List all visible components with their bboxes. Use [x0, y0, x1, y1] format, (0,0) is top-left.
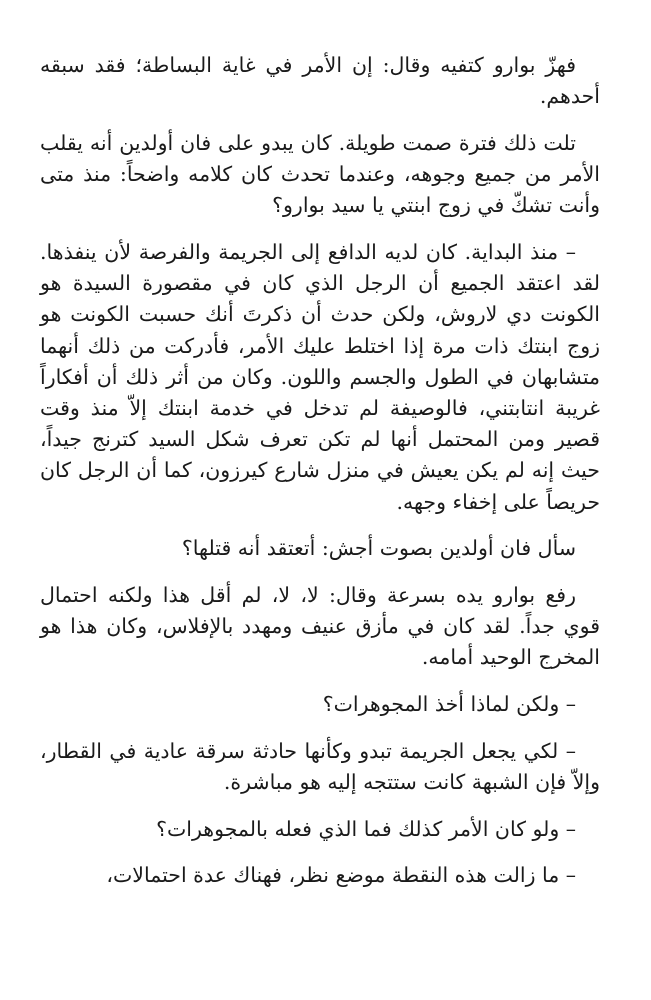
paragraph: – ما زالت هذه النقطة موضع نظر، فهناك عدة احتمالات، — [106, 863, 576, 888]
paragraph: – ولو كان الأمر كذلك فما الذي فعله بالمجوهرات؟ — [156, 816, 576, 841]
paragraph: سأل فان أولدين بصوت أجش: أتعتقد أنه قتلها؟ — [181, 536, 576, 561]
paragraph: فهزّ بوارو كتفيه وقال: إن الأمر في غاية البساطة؛ فقد سبقه أحدهم. — [40, 53, 600, 109]
paragraph: – لكي يجعل الجريمة تبدو وكأنها حادثة سرقة عادية في القطار، وإلاّ فإن الشبهة كانت ستتجه إليه هو مباشرة. — [40, 738, 600, 795]
paragraph: – ولكن لماذا أخذ المجوهرات؟ — [322, 692, 576, 717]
paragraph: رفع بوارو يده بسرعة وقال: لا، لا، لم أقل هذا ولكنه احتمال قوي جداً. لقد كان في مأزق عنيف ومهدد بالإفلاس، وكان هذا هو المخرج الوحيد أمامه. — [40, 583, 600, 670]
paragraph: تلت ذلك فترة صمت طويلة. كان يبدو على فان أولدين أنه يقلب الأمر من جميع وجوهه، وعندما تحدث كان كلامه واضحاً: منذ متى وأنت تشكّ في زوج ابنتي يا سيد بوارو؟ — [40, 130, 600, 218]
paragraph: – منذ البداية. كان لديه الدافع إلى الجريمة والفرصة لأن ينفذها. لقد اعتقد الجميع أن الرجل الذي كان في مقصورة السيدة هو الكونت دي لاروش، ولكن حدث أن ذكرتَ أنك حسبت الكونت هو زوج ابنتك ذات مرة إذا اختلط عليك الأمر، فأدركت من ذلك أنهما متشابهان في الطول والجسم واللون. وكان من أثر ذلك أن أفكاراً غريبة انتابتني، فالوصيفة لم تدخل في خدمة ابنتك إلاّ منذ وقت قصير ومن المحتمل أنها لم تكن تعرف شكل السيد كترنج جيداً، حيث إنه لم يكن يعيش في منزل شارع كيرزون، كما أن الرجل كان حريصاً على إخفاء وجهه. — [40, 240, 600, 514]
